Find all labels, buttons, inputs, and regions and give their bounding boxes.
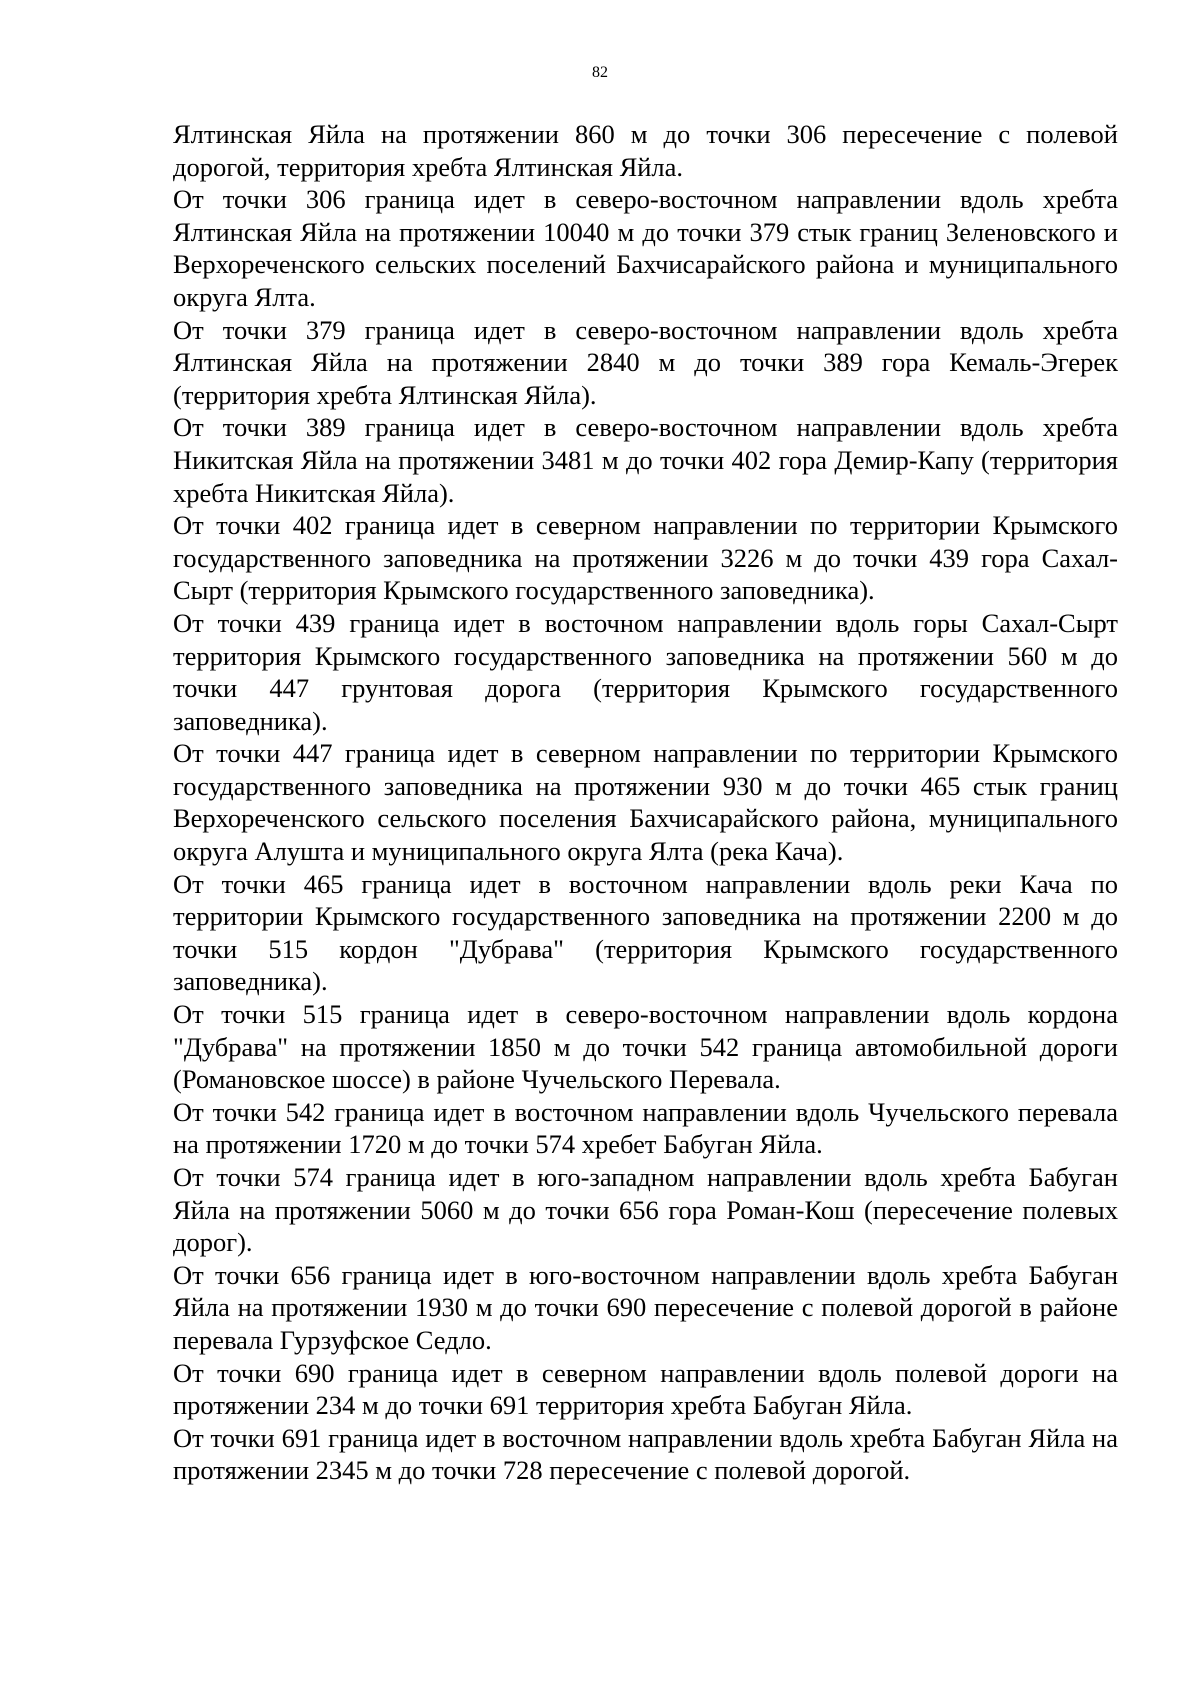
document-body xyxy=(173,118,1118,1487)
paragraph-1: Ялтинская Яйла на протяжении 860 м до точки 306 пересечение с полевой дорогой, территория хребта Ялтинская Яйла. xyxy=(173,119,1118,182)
paragraph-2: От точки 306 граница идет в северо-восточном направлении вдоль хребта Ялтинская Яйла на протяжении 10040 м до точки 379 стык границ Зеленовского и Верхореченского сельских поселений Бахчисарайского района и муниципального округа Ялта. xyxy=(173,184,1118,312)
paragraph-10: От точки 542 граница идет в восточном направлении вдоль Чучельского перевала на протяжении 1720 м до точки 574 хребет Бабуган Яйла. xyxy=(173,1096,1118,1160)
paragraph-4: От точки 389 граница идет в северо-восточном направлении вдоль хребта Никитская Яйла на протяжении 3481 м до точки 402 гора Демир-Капу (территория хребта Никитская Яйла). xyxy=(173,412,1118,508)
paragraph-8: От точки 465 граница идет в восточном направлении вдоль реки Кача по территории Крымского государственного заповедника на протяжении 2200 м до точки 515 кордон "Дубрава" (территория Крымского государственного заповедника). xyxy=(173,868,1118,997)
paragraph-14: От точки 691 граница идет в восточном направлении вдоль хребта Бабуган Яйла на протяжении 2345 м до точки 728 пересечение с полевой дорогой. xyxy=(173,1422,1118,1486)
paragraph-13: От точки 690 граница идет в северном направлении вдоль полевой дороги на протяжении 234 м до точки 691 территория хребта Бабуган Яйла. xyxy=(173,1357,1118,1421)
paragraph-12: От точки 656 граница идет в юго-восточном направлении вдоль хребта Бабуган Яйла на протяжении 1930 м до точки 690 пересечение с полевой дорогой в районе перевала Гурзуфское Седло. xyxy=(173,1259,1118,1355)
paragraph-5: От точки 402 граница идет в северном направлении по территории Крымского государственного заповедника на протяжении 3226 м до точки 439 гора Сахал-Сырт (территория Крымского государственного заповедника). xyxy=(173,510,1118,606)
paragraph-3: От точки 379 граница идет в северо-восточном направлении вдоль хребта Ялтинская Яйла на протяжении 2840 м до точки 389 гора Кемаль-Эгерек (территория хребта Ялтинская Яйла). xyxy=(173,314,1118,410)
paragraph-9: От точки 515 граница идет в северо-восточном направлении вдоль кордона "Дубрава" на протяжении 1850 м до точки 542 граница автомобильной дороги (Романовское шоссе) в районе Чучельского Перевала. xyxy=(173,999,1118,1095)
paragraph-7: От точки 447 граница идет в северном направлении по территории Крымского государственного заповедника на протяжении 930 м до точки 465 стык границ Верхореченского сельского поселения Бахчисарайского района, муниципального округа Алушта и муниципального округа Ялта (река Кача). xyxy=(173,738,1118,867)
paragraph-6: От точки 439 граница идет в восточном направлении вдоль горы Сахал-Сырт территория Крымского государственного заповедника на протяжении 560 м до точки 447 грунтовая дорога (территория Крымского государственного заповедника). xyxy=(173,607,1118,736)
page-number: 82 xyxy=(592,64,608,81)
paragraph-11: От точки 574 граница идет в юго-западном направлении вдоль хребта Бабуган Яйла на протяжении 5060 м до точки 656 гора Роман-Кош (пересечение полевых дорог). xyxy=(173,1162,1118,1258)
